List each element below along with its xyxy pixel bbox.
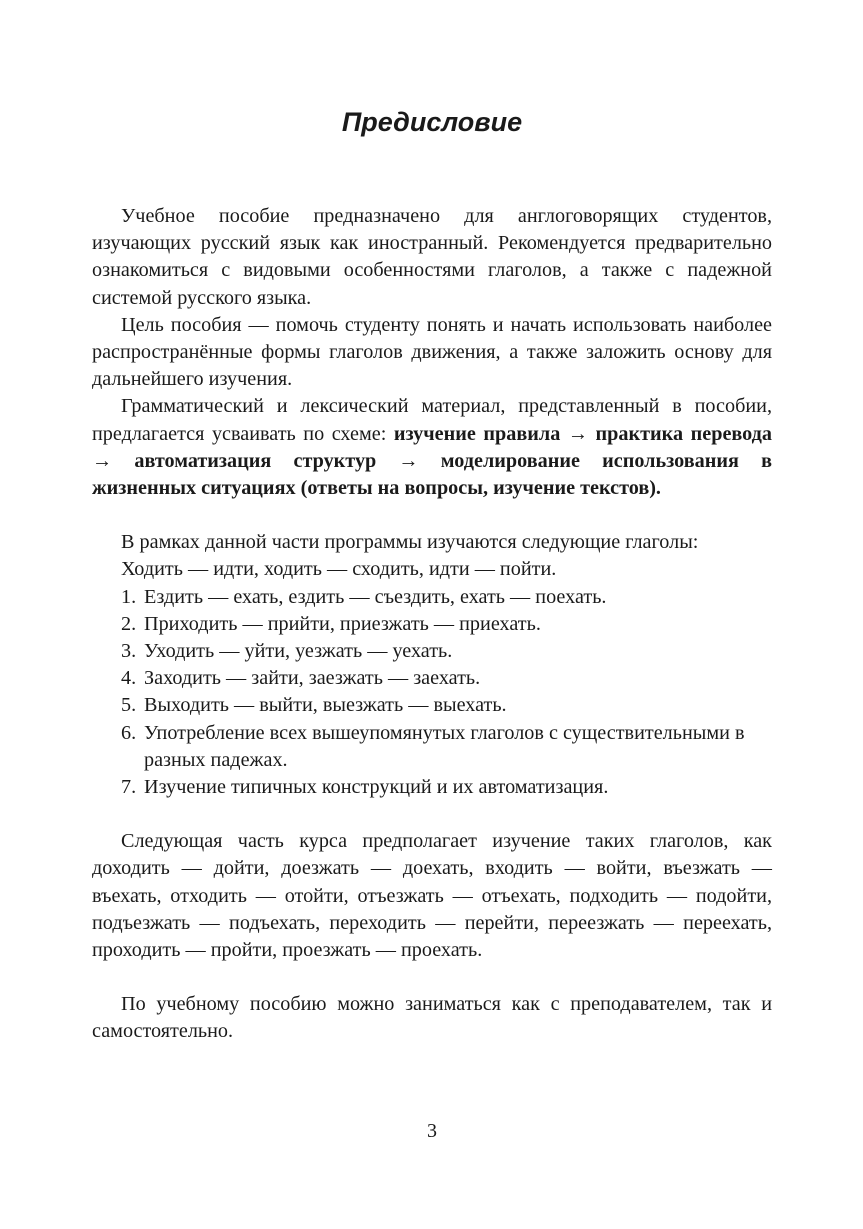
list-item-number: 5.	[121, 694, 137, 717]
page-title: Предисловие	[341, 107, 523, 137]
method-scheme-text: изучение правила → практика перевода → автоматизация структур → моделирование использования в жизненных ситуациях (ответы на вопросы, изучение текстов).	[92, 422, 772, 500]
list-item-text: Приходить — прийти, приезжать — приехать.	[144, 612, 541, 635]
paragraph-next-part: Следующая часть курса предполагает изучение таких глаголов, как доходить — дойти, доезжать — доехать, входить — войти, въезжать — въехать, отходить — отойти, отъезжать — отъехать, подходить — подойти, подъезжать — подъехать, переходить — перейти, переезжать — переехать, проходить — пройти, проезжать — проехать.	[92, 830, 772, 962]
list-item	[92, 720, 772, 774]
list-item-number: 4.	[121, 667, 137, 690]
list-item-number: 1.	[121, 585, 137, 608]
list-item-number: 2.	[121, 612, 137, 635]
paragraph-goal: Цель пособия — помочь студенту понять и начать использовать наиболее распространённые формы глаголов движения, а также заложить основу для дальнейшего изучения.	[92, 313, 772, 391]
list-item	[92, 665, 772, 692]
verbs-intro: В рамках данной части программы изучаются следующие глаголы:	[121, 531, 699, 554]
list-item-text: Заходить — зайти, заезжать — заехать.	[144, 667, 481, 690]
list-item-text: Изучение типичных конструкций и их автоматизация.	[144, 776, 609, 799]
document-page	[92, 0, 772, 1229]
verbs-section	[92, 529, 772, 801]
list-item-number: 3.	[121, 640, 137, 663]
list-item	[92, 584, 772, 611]
list-item-text: Уходить — уйти, уезжать — уехать.	[144, 640, 453, 663]
list-item-number: 7.	[121, 776, 137, 799]
preface-body	[92, 203, 772, 1046]
list-item-text: Ездить — ехать, ездить — съездить, ехать — поехать.	[144, 585, 607, 608]
list-item	[92, 611, 772, 638]
paragraph-final: По учебному пособию можно заниматься как с преподавателем, так и самостоятельно.	[92, 993, 772, 1043]
paragraph-audience: Учебное пособие предназначено для англоговорящих студентов, изучающих русский язык как иностранный. Рекомендуется предварительно ознакомиться с видовыми особенностями глаголов, а также с падежной системой русского языка.	[92, 205, 772, 309]
verbs-first-line: Ходить — идти, ходить — сходить, идти — пойти.	[121, 558, 557, 581]
list-item-text: Выходить — выйти, выезжать — выехать.	[144, 694, 507, 717]
list-item-text: Употребление всех вышеупомянутых глаголов с существительными в разных падежах.	[144, 721, 745, 771]
list-item	[92, 692, 772, 719]
list-item	[92, 774, 772, 801]
paragraph-method	[92, 393, 772, 502]
verbs-list	[92, 584, 772, 802]
list-item	[92, 638, 772, 665]
page-number: 3	[427, 1120, 437, 1142]
method-plain-text: Грамматический и лексический материал, представленный в пособии, предлагается усваивать по схеме:	[92, 395, 772, 445]
list-item-number: 6.	[121, 721, 137, 744]
